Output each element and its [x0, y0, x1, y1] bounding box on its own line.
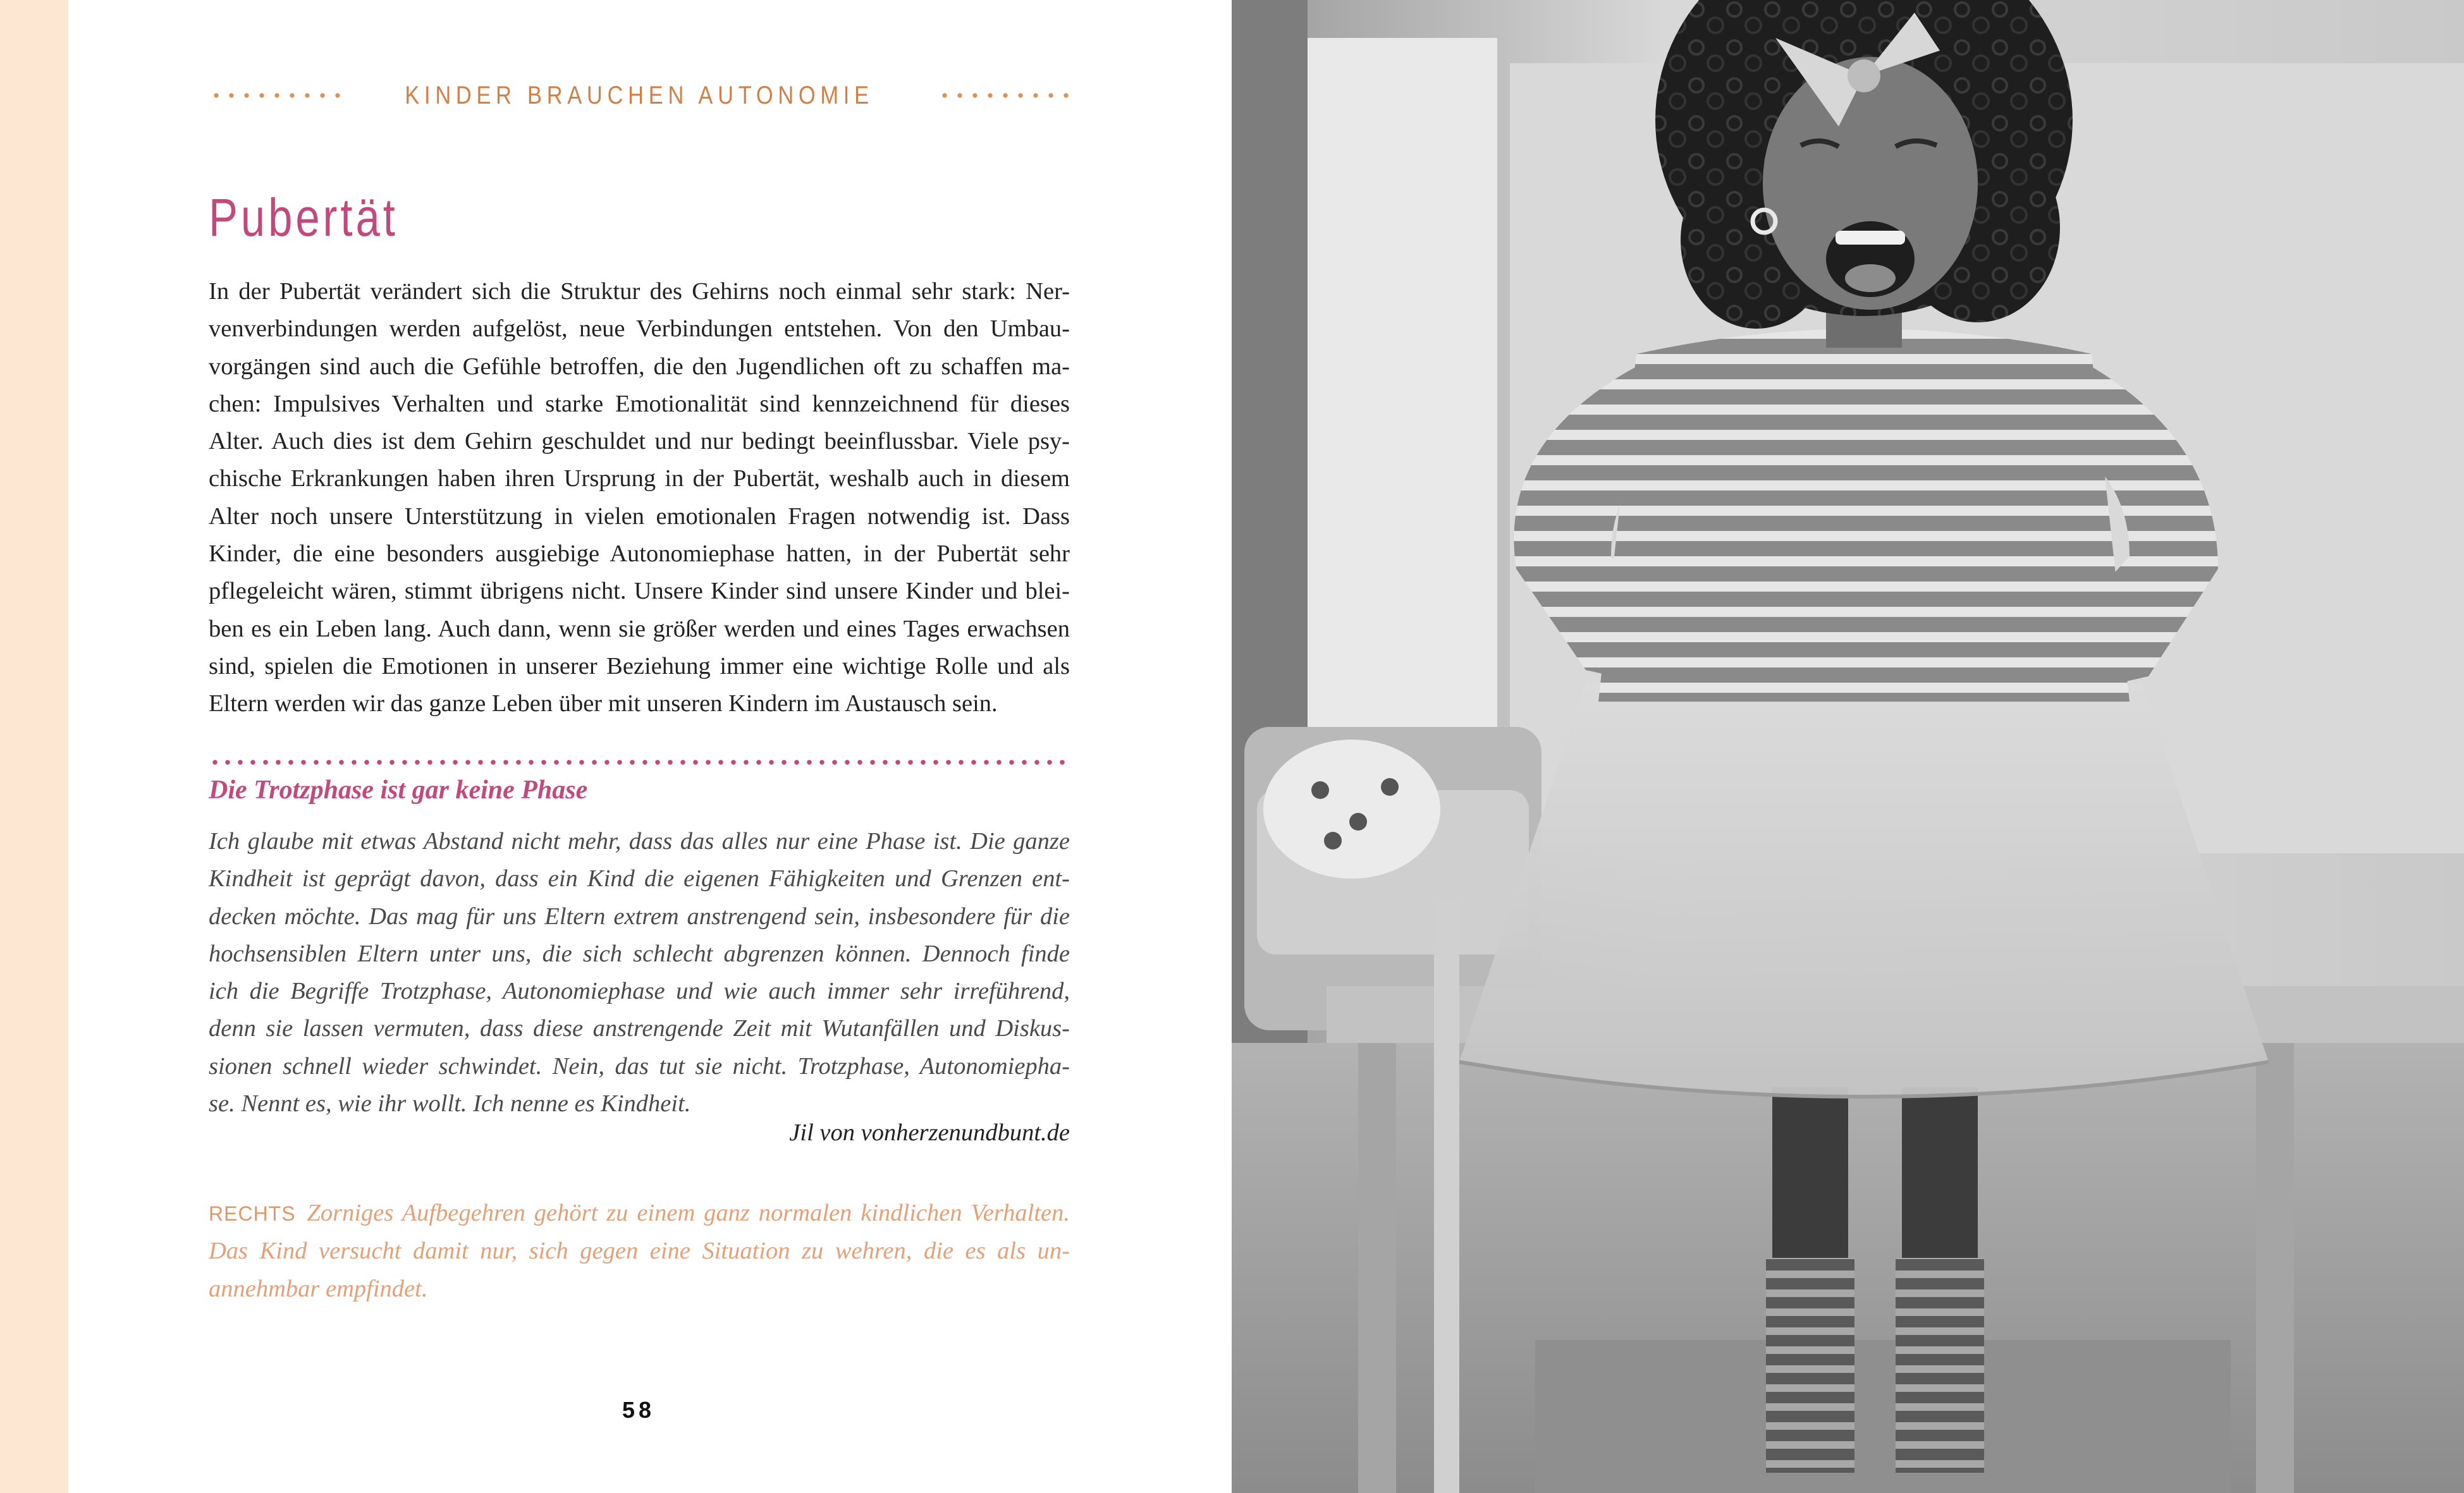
quote-line: hochsensiblen Eltern unter uns, die sich schlecht abgrenzen können. Dennoch finde	[209, 940, 1070, 967]
caption-line: Das Kind versucht damit nur, sich gegen eine Situation zu wehren, die es als un-	[209, 1238, 1070, 1265]
caption-line: annehmbar empfindet.	[209, 1275, 428, 1302]
quote-box-dotted-rule	[209, 759, 1070, 766]
quote-attribution: Jil von vonherzenundbunt.de	[789, 1119, 1070, 1146]
page-number: 58	[622, 1397, 656, 1423]
body-line: pflegeleicht wären, stimmt übrigens nicht. Unsere Kinder sind unsere Kinder und blei-	[209, 578, 1070, 605]
body-line: Alter noch unsere Unterstützung in vielen emotionalen Fragen notwendig ist. Dass	[209, 503, 1070, 530]
caption-line-text: Zorniges Aufbegehren gehört zu einem ganz normalen kindlichen Verhalten.	[307, 1200, 1070, 1226]
quote-box-title: Die Trotzphase ist gar keine Phase	[209, 776, 588, 805]
body-line: vorgängen sind auch die Gefühle betroffen, die den Jugendlichen oft zu schaffen ma-	[209, 353, 1070, 380]
photo-illustration	[1232, 0, 2464, 1493]
photo-caption	[209, 1195, 1070, 1308]
body-line: Eltern werden wir das ganze Leben über mit unseren Kindern im Austausch sein.	[209, 690, 998, 717]
page-edge-strip	[0, 0, 68, 1493]
body-line: Kinder, die eine besonders ausgiebige Autonomiephase hatten, in der Pubertät sehr	[209, 540, 1070, 568]
body-line: venverbindungen werden aufgelöst, neue Verbindungen entstehen. Von den Umbau-	[209, 315, 1070, 343]
quote-line: Kindheit ist geprägt davon, dass ein Kind die eigenen Fähigkeiten und Grenzen ent-	[209, 865, 1070, 893]
running-head-dots-right	[937, 92, 1070, 99]
body-line: In der Pubertät verändert sich die Struktur des Gehirns noch einmal sehr stark: Ner-	[209, 278, 1070, 305]
quote-line: se. Nennt es, wie ihr wollt. Ich nenne es Kindheit.	[209, 1090, 691, 1118]
quote-line: sionen schnell wieder schwindet. Nein, das tut sie nicht. Trotzphase, Autonomiepha-	[209, 1052, 1070, 1080]
body-line: chen: Impulsives Verhalten und starke Emotionalität sind kennzeichnend für dieses	[209, 390, 1070, 417]
caption-line	[209, 1195, 1070, 1233]
quote-line: denn sie lassen vermuten, dass diese anstrengende Zeit mit Wutanfällen und Diskus-	[209, 1015, 1070, 1042]
running-head-title: KINDER BRAUCHEN AUTONOMIE	[405, 81, 874, 109]
quote-box-text	[209, 823, 1070, 1123]
running-head-dots-left	[209, 92, 341, 99]
quote-line: decken möchte. Das mag für uns Eltern extrem anstrengend sein, insbesondere für die	[209, 903, 1070, 930]
running-head	[209, 80, 1070, 111]
caption-label: RECHTS	[209, 1202, 296, 1225]
body-line: chische Erkrankungen haben ihren Ursprung in der Pubertät, weshalb auch in diesem	[209, 465, 1070, 492]
body-paragraph	[209, 273, 1070, 723]
section-heading: Pubertät	[209, 188, 398, 247]
body-line: sind, spielen die Emotionen in unserer Beziehung immer eine wichtige Rolle und als	[209, 652, 1070, 679]
quote-line: Ich glaube mit etwas Abstand nicht mehr, dass das alles nur eine Phase ist. Die ganze	[209, 828, 1070, 855]
quote-line: ich die Begriffe Trotzphase, Autonomiephase und wie auch immer sehr irreführend,	[209, 978, 1070, 1005]
body-line: ben es ein Leben lang. Auch dann, wenn sie größer werden und eines Tages erwachsen	[209, 615, 1070, 642]
body-line: Alter. Auch dies ist dem Gehirn geschuldet und nur bedingt beeinflussbar. Viele psy-	[209, 428, 1070, 455]
photo-girl-shouting-on-chair	[1232, 0, 2464, 1493]
